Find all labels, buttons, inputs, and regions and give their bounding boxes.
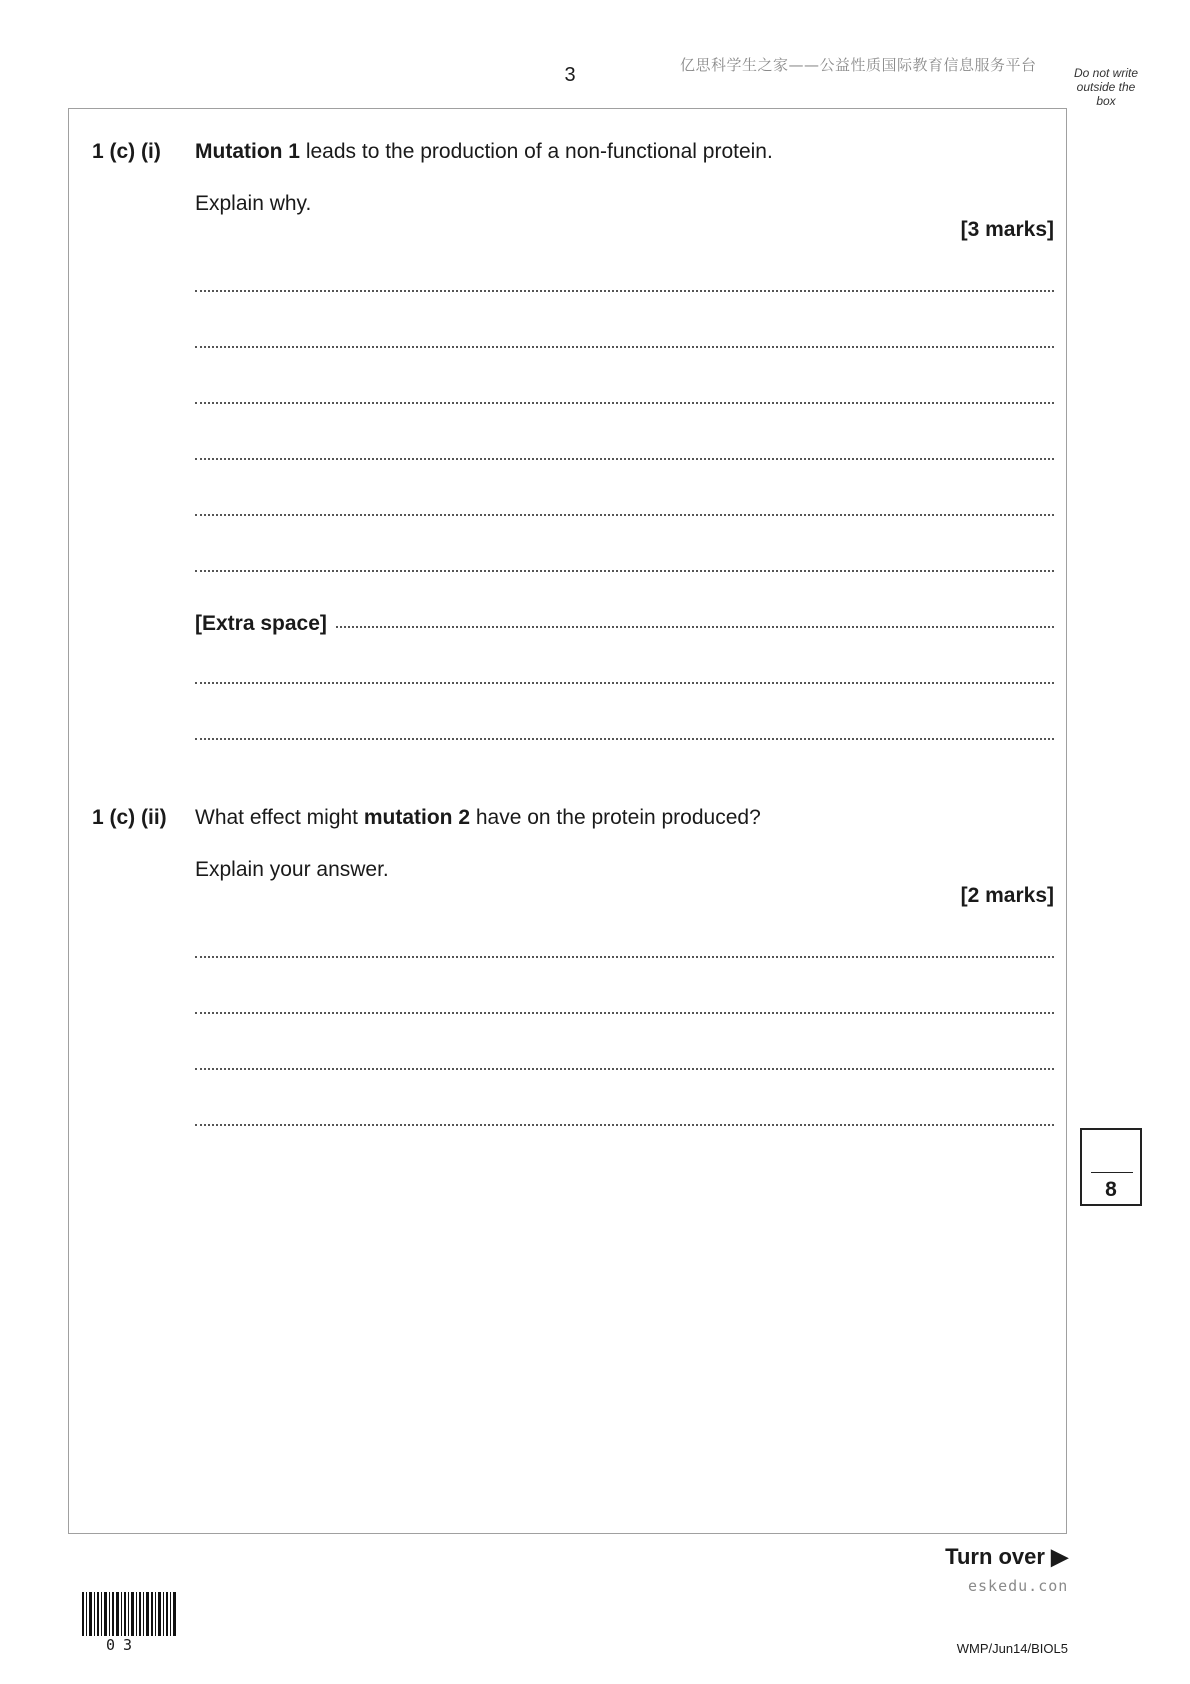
question-bold-term-1ci: Mutation 1 (195, 140, 300, 163)
question-stem-end-1cii: have on the protein produced? (470, 806, 761, 829)
answer-line-1cii-4[interactable] (195, 1124, 1054, 1126)
barcode-number: 03 (106, 1636, 141, 1654)
answer-line-1ci-5[interactable] (195, 514, 1054, 516)
answer-line-1ci-1[interactable] (195, 290, 1054, 292)
answer-line-1ci-8[interactable] (195, 738, 1054, 740)
question-stem-start-1cii: What effect might (195, 806, 364, 829)
answer-line-1ci-3[interactable] (195, 402, 1054, 404)
answer-line-1cii-1[interactable] (195, 956, 1054, 958)
question-text-1cii (195, 806, 761, 830)
marks-1ci: [3 marks] (960, 218, 1054, 241)
answer-line-1cii-3[interactable] (195, 1068, 1054, 1070)
question-label-1cii: 1 (c) (ii) (92, 806, 167, 829)
barcode-icon (82, 1592, 178, 1636)
answer-line-1ci-6[interactable] (195, 570, 1054, 572)
margin-note: Do not write outside the box (1073, 66, 1139, 108)
watermark-top: 亿思科学生之家——公益性质国际教育信息服务平台 (680, 56, 1037, 74)
answer-line-1cii-2[interactable] (195, 1012, 1054, 1014)
score-box (1080, 1128, 1142, 1206)
turn-over-label: Turn over ▶ (945, 1544, 1068, 1569)
watermark-bottom: eskedu.con (968, 1577, 1069, 1595)
marks-1cii: [2 marks] (960, 884, 1054, 907)
question-stem-1ci: leads to the production of a non-functional protein. (300, 140, 773, 163)
score-box-rule (1091, 1172, 1133, 1173)
question-text-1ci (195, 140, 773, 164)
answer-line-1ci-2[interactable] (195, 346, 1054, 348)
paper-code: WMP/Jun14/BIOL5 (956, 1641, 1068, 1656)
question-instruction-1cii: Explain your answer. (195, 858, 389, 881)
score-box-total: 8 (1105, 1178, 1117, 1201)
question-instruction-1ci: Explain why. (195, 192, 312, 215)
answer-line-1ci-4[interactable] (195, 458, 1054, 460)
page-number: 3 (564, 64, 576, 86)
answer-line-1ci-7[interactable] (195, 682, 1054, 684)
question-label-1ci: 1 (c) (i) (92, 140, 161, 163)
question-bold-term-1cii: mutation 2 (363, 806, 471, 829)
extra-space-label: [Extra space] (195, 612, 335, 636)
